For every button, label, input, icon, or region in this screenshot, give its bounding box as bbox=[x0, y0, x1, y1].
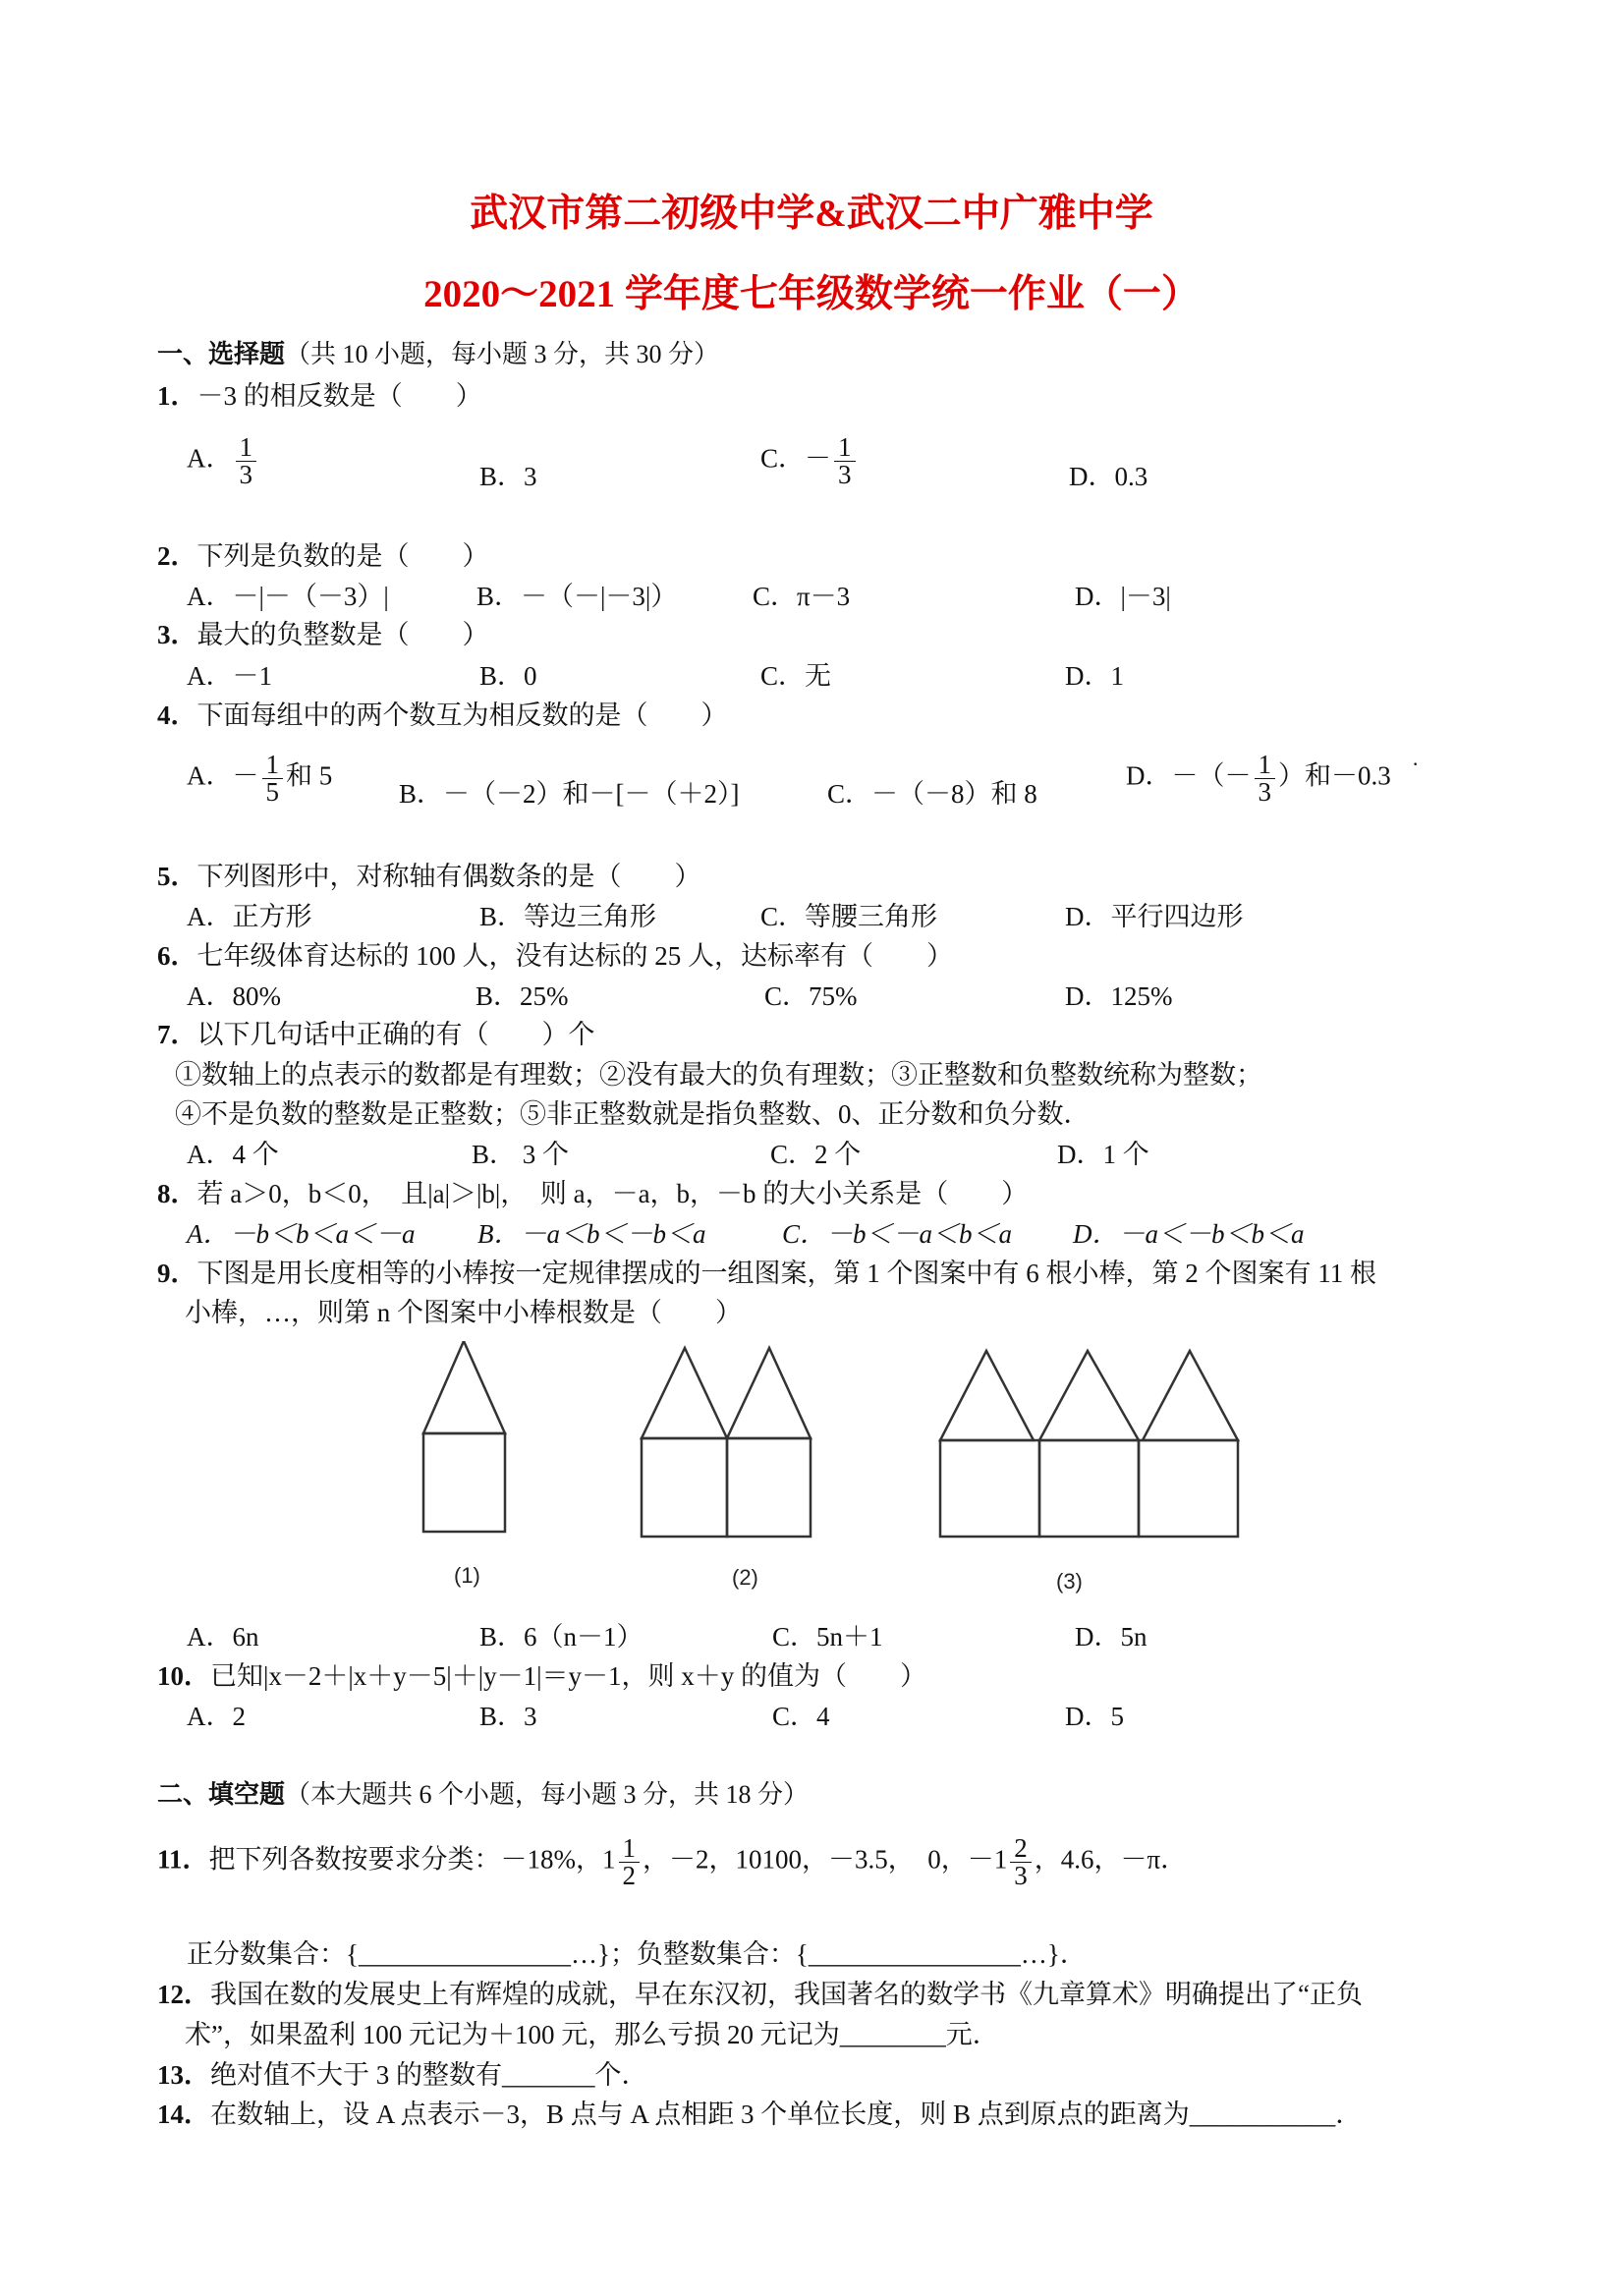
q2-option-d: D．|－3| bbox=[1075, 582, 1171, 611]
fraction bbox=[262, 752, 284, 806]
q6-option-d: D．125% bbox=[1065, 981, 1173, 1011]
q2-option-b: B．－（－|－3|） bbox=[476, 582, 678, 611]
q9-option-c: C．5n＋1 bbox=[772, 1622, 883, 1652]
pattern-3-square-2 bbox=[1039, 1440, 1139, 1537]
pattern-3-square-1 bbox=[940, 1440, 1039, 1537]
q5-option-c: C．等腰三角形 bbox=[760, 902, 938, 931]
section-note: （本大题共 6 个小题，每小题 3 分，共 18 分） bbox=[285, 1780, 810, 1809]
question-11 bbox=[157, 1835, 1187, 1889]
fraction bbox=[619, 1835, 641, 1889]
q4-option-b: B．－（－2）和－[－（＋2）] bbox=[399, 779, 740, 809]
q9-option-b: B．6（n－1） bbox=[479, 1622, 644, 1652]
stick-pattern-figure bbox=[413, 1341, 1258, 1596]
q4-option-c: C．－（－8）和 8 bbox=[827, 779, 1037, 809]
q5-option-a: A．正方形 bbox=[187, 902, 312, 931]
q10-option-d: D．5 bbox=[1065, 1702, 1124, 1731]
numerator: 2 bbox=[1010, 1835, 1032, 1863]
question-9-continued: 小棒，…，则第 n 个图案中小棒根数是（ ） bbox=[185, 1298, 742, 1327]
numerator: 1 bbox=[1255, 752, 1276, 779]
question-stem: 下面每组中的两个数互为相反数的是（ ） bbox=[196, 700, 728, 730]
numerator: 1 bbox=[834, 434, 856, 462]
question-number: 2． bbox=[157, 541, 197, 571]
question-number: 3． bbox=[157, 620, 197, 649]
question-stem: 七年级体育达标的 100 人，没有达标的 25 人，达标率有（ ） bbox=[196, 941, 953, 971]
q1-option-b: B．3 bbox=[479, 462, 537, 491]
fraction bbox=[1255, 752, 1276, 806]
q8-option-a: A．－b＜b＜a＜－a bbox=[187, 1219, 416, 1249]
q7-option-b: B． 3 个 bbox=[472, 1140, 570, 1169]
question-number: 4． bbox=[157, 700, 197, 730]
q11-answer-sets: 正分数集合：{________________…}；负整数集合：{________________…}． bbox=[187, 1939, 1087, 1969]
pattern-1-label: (1) bbox=[454, 1563, 480, 1588]
question-number: 12． bbox=[157, 1980, 210, 2009]
option-text: ）和－0.3 bbox=[1278, 760, 1391, 791]
q2-option-a: A．－|－（－3）| bbox=[187, 582, 389, 611]
question-stem: －3 的相反数是（ ） bbox=[196, 381, 482, 411]
question-number: 11． bbox=[157, 1844, 209, 1875]
denominator: 3 bbox=[1014, 1861, 1028, 1890]
question-stem: 已知|x－2＋|x＋y－5|＋|y－1|＝y－1，则 x＋y 的值为（ ） bbox=[210, 1661, 927, 1691]
q7-option-a: A．4 个 bbox=[187, 1140, 279, 1169]
q7-statement-line-2: ④不是负数的整数是正整数；⑤非正整数就是指负整数、0、正分数和负分数． bbox=[175, 1099, 1091, 1129]
q7-option-c: C．2 个 bbox=[770, 1140, 862, 1169]
option-label: A． bbox=[187, 443, 233, 474]
q3-option-d: D．1 bbox=[1065, 661, 1124, 691]
question-6 bbox=[157, 934, 953, 973]
question-stem: 下图是用长度相等的小棒按一定规律摆成的一组图案，第 1 个图案中有 6 根小棒，第 2 个图案有 11 根 bbox=[196, 1259, 1376, 1288]
fraction bbox=[834, 434, 856, 488]
option-label: A．－ bbox=[187, 760, 259, 791]
q1-option-a bbox=[187, 434, 259, 488]
question-number: 1． bbox=[157, 381, 197, 411]
q5-option-b: B．等边三角形 bbox=[479, 902, 657, 931]
question-12 bbox=[157, 1973, 1363, 2011]
q6-option-b: B．25% bbox=[476, 981, 569, 1011]
pattern-2-square-1 bbox=[642, 1438, 727, 1537]
q6-option-a: A．80% bbox=[187, 981, 281, 1011]
question-stem-cont: ，－2，10100，－3.5， 0，－1 bbox=[643, 1844, 1008, 1875]
q4-option-d bbox=[1126, 752, 1391, 806]
question-4 bbox=[157, 694, 728, 732]
question-stem: 下列图形中，对称轴有偶数条的是（ ） bbox=[196, 862, 701, 891]
title-exam: 2020～2021 学年度七年级数学统一作业（一） bbox=[423, 273, 1200, 315]
question-7 bbox=[157, 1013, 595, 1051]
q3-option-b: B．0 bbox=[479, 661, 537, 691]
denominator: 2 bbox=[622, 1861, 637, 1890]
q8-option-b: B．－a＜b＜－b＜a bbox=[477, 1219, 706, 1249]
numerator: 1 bbox=[236, 434, 257, 462]
question-5 bbox=[157, 855, 701, 893]
q2-option-c: C．π－3 bbox=[753, 582, 851, 611]
question-stem: 以下几句话中正确的有（ ）个 bbox=[196, 1020, 595, 1049]
denominator: 3 bbox=[838, 460, 852, 489]
q8-option-c: C．－b＜－a＜b＜a bbox=[782, 1219, 1013, 1249]
q4-option-a bbox=[187, 752, 332, 806]
question-number: 6． bbox=[157, 941, 197, 971]
question-8 bbox=[157, 1172, 1028, 1210]
pattern-3-label: (3) bbox=[1056, 1569, 1083, 1594]
question-number: 9． bbox=[157, 1259, 197, 1288]
question-stem: 我国在数的发展史上有辉煌的成就，早在东汉初，我国著名的数学书《九章算术》明确提出了“正负 bbox=[210, 1980, 1363, 2009]
question-number: 13． bbox=[157, 2060, 210, 2090]
question-10 bbox=[157, 1654, 926, 1693]
q9-option-d: D．5n bbox=[1075, 1622, 1147, 1652]
pattern-2-label: (2) bbox=[732, 1565, 758, 1590]
q10-option-b: B．3 bbox=[479, 1702, 537, 1731]
question-stem: 在数轴上，设 A 点表示－3，B 点与 A 点相距 3 个单位长度，则 B 点到原点的距离为___________． bbox=[210, 2100, 1363, 2129]
question-stem: 若 a＞0，b＜0， 且|a|＞|b|， 则 a，－a，b，－b 的大小关系是（ ） bbox=[196, 1179, 1029, 1208]
numerator: 1 bbox=[619, 1835, 641, 1863]
numerator: 1 bbox=[262, 752, 284, 779]
q7-option-d: D．1 个 bbox=[1057, 1140, 1149, 1169]
q1-option-c bbox=[760, 434, 859, 488]
pattern-3-triangle-3 bbox=[1143, 1351, 1238, 1440]
question-stem: 绝对值不大于 3 的整数有_______个． bbox=[210, 2060, 648, 2090]
question-13 bbox=[157, 2053, 648, 2092]
q3-option-a: A．－1 bbox=[187, 661, 272, 691]
fraction bbox=[236, 434, 257, 488]
section-heading-fill bbox=[157, 1774, 809, 1811]
pattern-2-square-2 bbox=[727, 1438, 811, 1537]
question-3 bbox=[157, 613, 489, 651]
option-label: C．－ bbox=[760, 443, 832, 474]
question-2 bbox=[157, 534, 489, 573]
option-label: D．－（－ bbox=[1126, 760, 1252, 791]
pattern-3-square-3 bbox=[1139, 1440, 1238, 1537]
question-stem-end: ，4.6，－π． bbox=[1034, 1844, 1188, 1875]
question-stem: 把下列各数按要求分类：－18%，1 bbox=[208, 1844, 616, 1875]
section-title: 一、选择题 bbox=[157, 340, 286, 368]
q1-option-d: D．0.3 bbox=[1069, 462, 1148, 491]
question-1 bbox=[157, 374, 482, 413]
title-school: 武汉市第二初级中学&武汉二中广雅中学 bbox=[470, 193, 1153, 235]
question-number: 8． bbox=[157, 1179, 197, 1208]
repeating-decimal-dot: · bbox=[1412, 752, 1420, 776]
pattern-2-triangle-1 bbox=[642, 1348, 727, 1438]
pattern-2-triangle-2 bbox=[727, 1348, 811, 1438]
question-number: 14． bbox=[157, 2100, 210, 2129]
question-number: 7． bbox=[157, 1020, 197, 1049]
q5-option-d: D．平行四边形 bbox=[1065, 902, 1244, 931]
q6-option-c: C．75% bbox=[764, 981, 858, 1011]
denominator: 5 bbox=[265, 777, 279, 807]
q10-option-c: C．4 bbox=[772, 1702, 830, 1731]
q10-option-a: A．2 bbox=[187, 1702, 246, 1731]
option-text: 和 5 bbox=[286, 760, 333, 791]
question-stem: 最大的负整数是（ ） bbox=[196, 620, 489, 649]
q8-option-d: D．－a＜－b＜b＜a bbox=[1073, 1219, 1305, 1249]
section-note: （共 10 小题，每小题 3 分，共 30 分） bbox=[285, 340, 720, 368]
question-9 bbox=[157, 1252, 1376, 1290]
q9-option-a: A．6n bbox=[187, 1622, 259, 1652]
pattern-1-square bbox=[423, 1433, 505, 1532]
section-title: 二、填空题 bbox=[157, 1780, 286, 1809]
question-12-continued: 术”，如果盈利 100 元记为＋100 元，那么亏损 20 元记为________元． bbox=[185, 2020, 999, 2049]
question-number: 10． bbox=[157, 1661, 210, 1691]
denominator: 3 bbox=[1258, 777, 1271, 807]
pattern-3-triangle-1 bbox=[940, 1351, 1034, 1440]
question-stem: 下列是负数的是（ ） bbox=[196, 541, 489, 571]
question-number: 5． bbox=[157, 862, 197, 891]
q7-statement-line-1: ①数轴上的点表示的数都是有理数；②没有最大的负有理数；③正整数和负整数统称为整数； bbox=[175, 1060, 1262, 1090]
pattern-3-triangle-2 bbox=[1039, 1351, 1139, 1440]
question-14 bbox=[157, 2093, 1362, 2131]
section-heading-choice bbox=[157, 334, 719, 370]
pattern-1-triangle bbox=[423, 1341, 505, 1433]
denominator: 3 bbox=[239, 460, 252, 489]
q3-option-c: C．无 bbox=[760, 661, 832, 691]
fraction bbox=[1010, 1835, 1032, 1889]
